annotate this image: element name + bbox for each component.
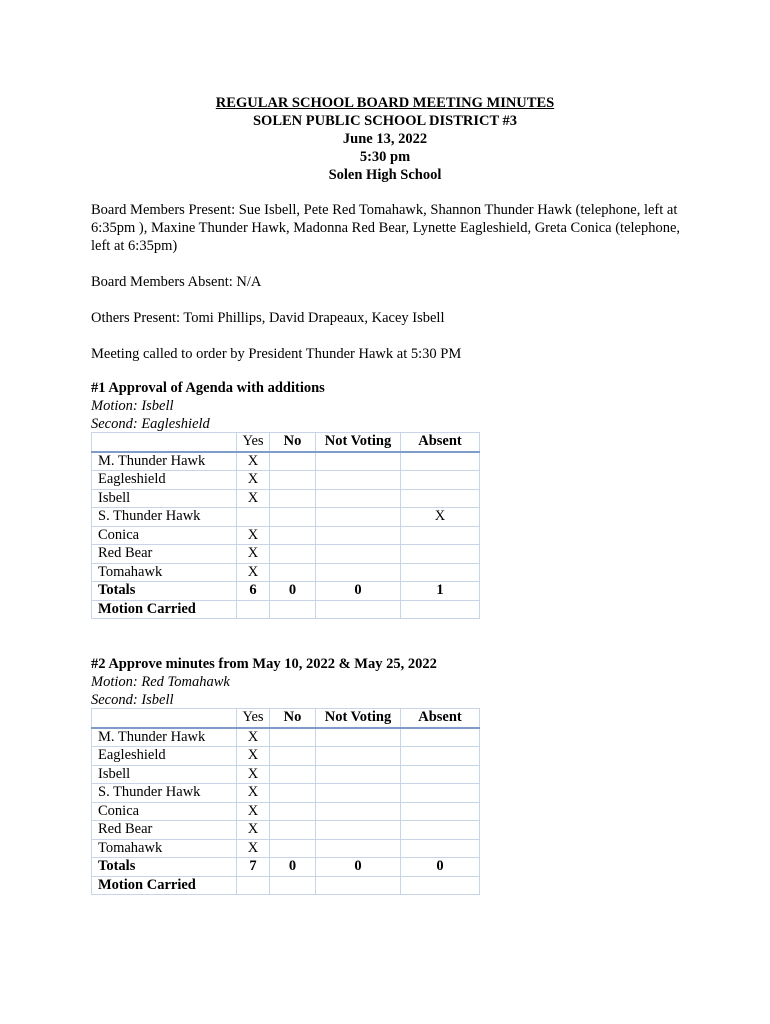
vote-not-voting	[316, 728, 401, 747]
vote-header-no: No	[270, 433, 316, 452]
vote-header-not-voting: Not Voting	[316, 433, 401, 452]
table-row	[92, 563, 480, 582]
result-row	[92, 600, 480, 619]
meeting-location: Solen High School	[328, 167, 442, 183]
call-to-order: Meeting called to order by President Thunder Hawk at 5:30 PM	[91, 346, 462, 362]
vote-header-yes: Yes	[237, 433, 270, 452]
member-name: Isbell	[92, 489, 237, 508]
vote-header-row	[92, 433, 480, 452]
member-name: Eagleshield	[92, 747, 237, 766]
vote-absent	[401, 728, 480, 747]
member-name: S. Thunder Hawk	[92, 784, 237, 803]
vote-absent: X	[401, 508, 480, 527]
total-absent: 0	[401, 858, 480, 877]
total-no: 0	[270, 858, 316, 877]
others-present: Others Present: Tomi Phillips, David Drapeaux, Kacey Isbell	[91, 310, 445, 326]
vote-absent	[401, 563, 480, 582]
vote-not-voting	[316, 452, 401, 471]
vote-yes: X	[237, 526, 270, 545]
vote-absent	[401, 784, 480, 803]
totals-label: Totals	[92, 858, 237, 877]
member-name: Conica	[92, 802, 237, 821]
member-name: Isbell	[92, 765, 237, 784]
vote-not-voting	[316, 545, 401, 564]
vote-no	[270, 839, 316, 858]
vote-absent	[401, 802, 480, 821]
vote-yes	[237, 508, 270, 527]
vote-no	[270, 526, 316, 545]
vote-absent	[401, 821, 480, 840]
vote-header-yes: Yes	[237, 709, 270, 728]
vote-no	[270, 784, 316, 803]
vote-yes: X	[237, 563, 270, 582]
vote-not-voting	[316, 563, 401, 582]
vote-yes: X	[237, 821, 270, 840]
members-absent: Board Members Absent: N/A	[91, 274, 262, 290]
vote-yes: X	[237, 728, 270, 747]
vote-not-voting	[316, 821, 401, 840]
item-1-title: #1 Approval of Agenda with additions	[91, 380, 325, 396]
vote-yes: X	[237, 452, 270, 471]
vote-header-row	[92, 709, 480, 728]
table-row	[92, 489, 480, 508]
vote-not-voting	[316, 839, 401, 858]
vote-no	[270, 747, 316, 766]
table-row	[92, 508, 480, 527]
motion-result: Motion Carried	[92, 876, 237, 895]
member-name: Tomahawk	[92, 839, 237, 858]
member-name: S. Thunder Hawk	[92, 508, 237, 527]
vote-header-no: No	[270, 709, 316, 728]
vote-not-voting	[316, 802, 401, 821]
table-row	[92, 728, 480, 747]
district-name: SOLEN PUBLIC SCHOOL DISTRICT #3	[252, 113, 518, 129]
total-yes: 7	[237, 858, 270, 877]
vote-header-absent: Absent	[401, 433, 480, 452]
empty-cell	[237, 876, 270, 895]
vote-yes: X	[237, 784, 270, 803]
empty-cell	[316, 876, 401, 895]
vote-no	[270, 508, 316, 527]
meeting-time: 5:30 pm	[359, 149, 411, 165]
motion-result: Motion Carried	[92, 600, 237, 619]
empty-cell	[237, 600, 270, 619]
empty-cell	[316, 600, 401, 619]
table-row	[92, 545, 480, 564]
vote-not-voting	[316, 784, 401, 803]
table-row	[92, 784, 480, 803]
total-not-voting: 0	[316, 582, 401, 601]
empty-cell	[270, 876, 316, 895]
member-name: Red Bear	[92, 545, 237, 564]
item-2-title: #2 Approve minutes from May 10, 2022 & May 25, 2022	[91, 656, 437, 672]
vote-not-voting	[316, 489, 401, 508]
member-name: Tomahawk	[92, 563, 237, 582]
vote-not-voting	[316, 747, 401, 766]
vote-no	[270, 765, 316, 784]
member-name: M. Thunder Hawk	[92, 452, 237, 471]
vote-header-name	[92, 433, 237, 452]
item-1-motion: Motion: Isbell	[91, 398, 174, 414]
total-not-voting: 0	[316, 858, 401, 877]
table-row	[92, 452, 480, 471]
member-name: Conica	[92, 526, 237, 545]
vote-yes: X	[237, 489, 270, 508]
vote-absent	[401, 765, 480, 784]
vote-no	[270, 728, 316, 747]
vote-yes: X	[237, 802, 270, 821]
member-name: Red Bear	[92, 821, 237, 840]
total-yes: 6	[237, 582, 270, 601]
vote-absent	[401, 839, 480, 858]
vote-header-name	[92, 709, 237, 728]
vote-not-voting	[316, 471, 401, 490]
vote-absent	[401, 747, 480, 766]
total-absent: 1	[401, 582, 480, 601]
vote-no	[270, 821, 316, 840]
vote-not-voting	[316, 526, 401, 545]
totals-row	[92, 582, 480, 601]
item-2-motion: Motion: Red Tomahawk	[91, 674, 230, 690]
totals-label: Totals	[92, 582, 237, 601]
empty-cell	[270, 600, 316, 619]
table-row	[92, 839, 480, 858]
vote-not-voting	[316, 508, 401, 527]
vote-yes: X	[237, 839, 270, 858]
document-title: REGULAR SCHOOL BOARD MEETING MINUTES	[215, 95, 555, 111]
vote-yes: X	[237, 545, 270, 564]
vote-absent	[401, 545, 480, 564]
empty-cell	[401, 876, 480, 895]
item-1-vote-table	[91, 432, 480, 619]
vote-yes: X	[237, 747, 270, 766]
result-row	[92, 876, 480, 895]
table-row	[92, 471, 480, 490]
vote-no	[270, 563, 316, 582]
table-row	[92, 765, 480, 784]
vote-yes: X	[237, 471, 270, 490]
table-row	[92, 526, 480, 545]
item-1-second: Second: Eagleshield	[91, 416, 210, 432]
document-header	[0, 94, 770, 184]
vote-header-absent: Absent	[401, 709, 480, 728]
vote-absent	[401, 489, 480, 508]
vote-yes: X	[237, 765, 270, 784]
member-name: Eagleshield	[92, 471, 237, 490]
meeting-date: June 13, 2022	[342, 131, 428, 147]
vote-absent	[401, 471, 480, 490]
total-no: 0	[270, 582, 316, 601]
item-2-vote-table	[91, 708, 480, 895]
table-row	[92, 821, 480, 840]
empty-cell	[401, 600, 480, 619]
member-name: M. Thunder Hawk	[92, 728, 237, 747]
vote-not-voting	[316, 765, 401, 784]
vote-no	[270, 545, 316, 564]
vote-absent	[401, 526, 480, 545]
vote-no	[270, 489, 316, 508]
members-present: Board Members Present: Sue Isbell, Pete Red Tomahawk, Shannon Thunder Hawk (telephone, left at 6:35pm ), Maxine Thunder Hawk, Madonna Red Bear, Lynette Eagleshield, Greta Conica (telephone, left at 6:35pm)	[91, 202, 681, 254]
vote-no	[270, 471, 316, 490]
vote-absent	[401, 452, 480, 471]
vote-no	[270, 452, 316, 471]
item-2-second: Second: Isbell	[91, 692, 174, 708]
totals-row	[92, 858, 480, 877]
vote-header-not-voting: Not Voting	[316, 709, 401, 728]
vote-no	[270, 802, 316, 821]
table-row	[92, 747, 480, 766]
table-row	[92, 802, 480, 821]
